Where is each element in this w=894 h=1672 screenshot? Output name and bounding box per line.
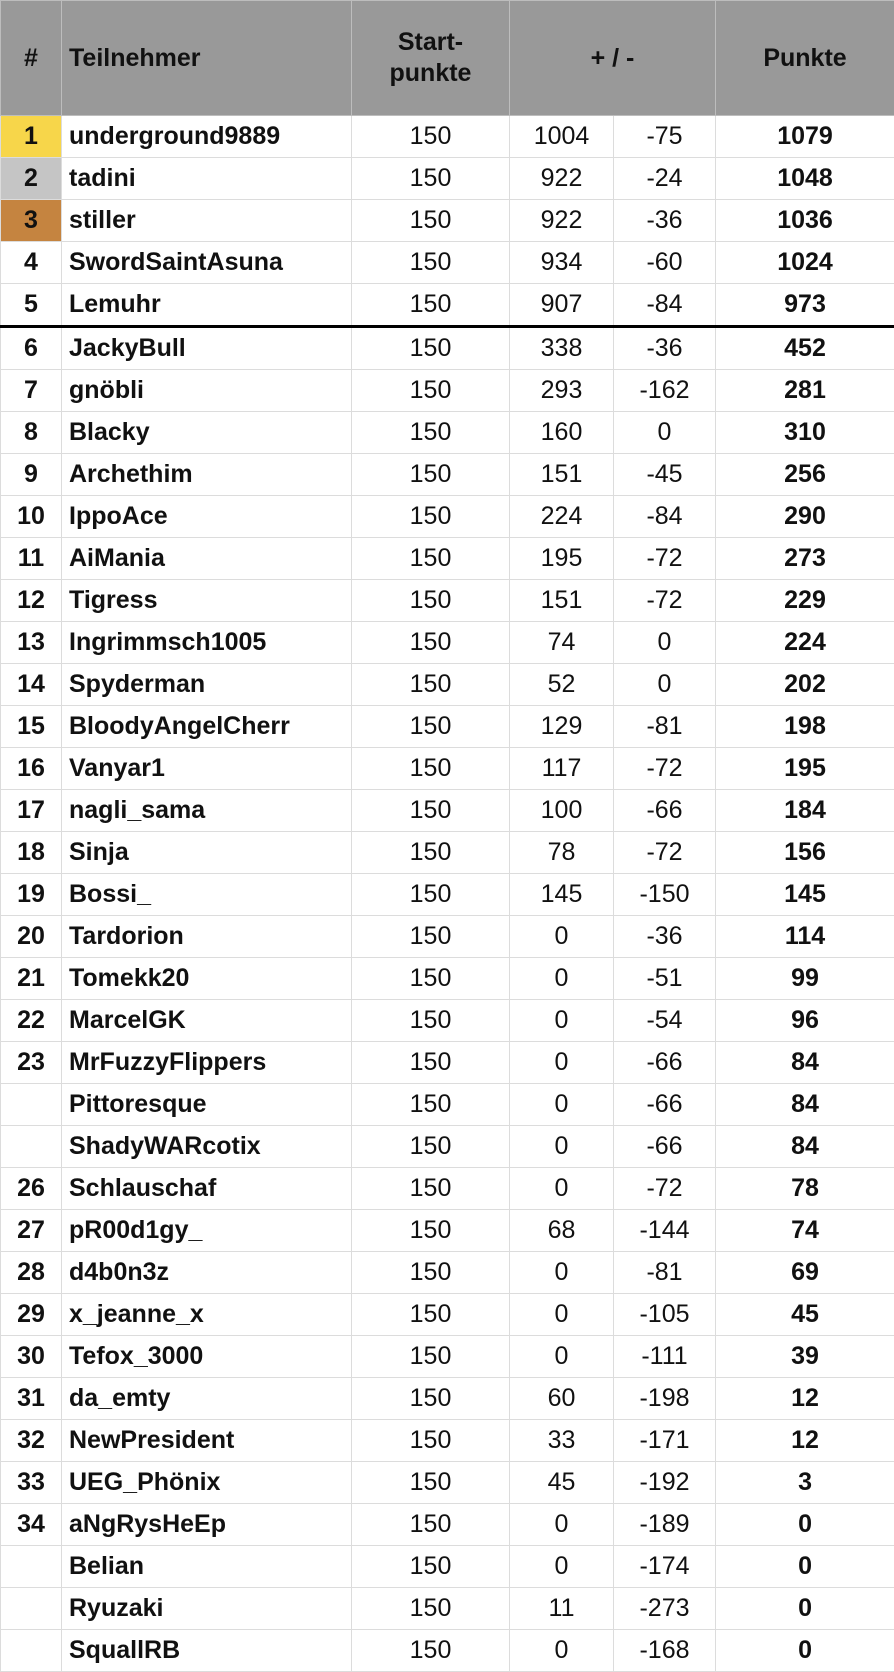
participant-name: Sinja bbox=[62, 832, 352, 874]
header-row bbox=[1, 1, 894, 116]
participant-name: tadini bbox=[62, 158, 352, 200]
minus-points: -72 bbox=[614, 580, 716, 622]
rank-cell: 18 bbox=[1, 832, 62, 874]
header-start-points bbox=[352, 1, 510, 116]
participant-name: Vanyar1 bbox=[62, 748, 352, 790]
rank-cell: 7 bbox=[1, 370, 62, 412]
minus-points: -81 bbox=[614, 706, 716, 748]
table-row bbox=[1, 874, 894, 916]
participant-name: Pittoresque bbox=[62, 1084, 352, 1126]
header-participant: Teilnehmer bbox=[62, 1, 352, 116]
table-row bbox=[1, 580, 894, 622]
participant-name: MrFuzzyFlippers bbox=[62, 1042, 352, 1084]
participant-name: nagli_sama bbox=[62, 790, 352, 832]
total-points: 229 bbox=[716, 580, 894, 622]
participant-name: Lemuhr bbox=[62, 284, 352, 327]
minus-points: -105 bbox=[614, 1294, 716, 1336]
header-start-line1: Start- bbox=[398, 28, 463, 56]
start-points: 150 bbox=[352, 1630, 510, 1672]
minus-points: 0 bbox=[614, 412, 716, 454]
rank-cell: 12 bbox=[1, 580, 62, 622]
participant-name: d4b0n3z bbox=[62, 1252, 352, 1294]
total-points: 78 bbox=[716, 1168, 894, 1210]
plus-points: 0 bbox=[510, 916, 614, 958]
total-points: 281 bbox=[716, 370, 894, 412]
table-row bbox=[1, 116, 894, 158]
minus-points: -45 bbox=[614, 454, 716, 496]
total-points: 1048 bbox=[716, 158, 894, 200]
table-row bbox=[1, 916, 894, 958]
plus-points: 0 bbox=[510, 1630, 614, 1672]
plus-points: 33 bbox=[510, 1420, 614, 1462]
participant-name: Spyderman bbox=[62, 664, 352, 706]
plus-points: 0 bbox=[510, 1126, 614, 1168]
table-row bbox=[1, 158, 894, 200]
participant-name: BloodyAngelCherr bbox=[62, 706, 352, 748]
total-points: 74 bbox=[716, 1210, 894, 1252]
start-points: 150 bbox=[352, 664, 510, 706]
plus-points: 11 bbox=[510, 1588, 614, 1630]
start-points: 150 bbox=[352, 116, 510, 158]
minus-points: -84 bbox=[614, 496, 716, 538]
table-row bbox=[1, 1210, 894, 1252]
rank-cell: 10 bbox=[1, 496, 62, 538]
total-points: 1024 bbox=[716, 242, 894, 284]
participant-name: Belian bbox=[62, 1546, 352, 1588]
rank-cell: 16 bbox=[1, 748, 62, 790]
plus-points: 52 bbox=[510, 664, 614, 706]
plus-points: 0 bbox=[510, 1042, 614, 1084]
rank-cell: 22 bbox=[1, 1000, 62, 1042]
minus-points: -75 bbox=[614, 116, 716, 158]
total-points: 39 bbox=[716, 1336, 894, 1378]
plus-points: 907 bbox=[510, 284, 614, 327]
participant-name: gnöbli bbox=[62, 370, 352, 412]
total-points: 96 bbox=[716, 1000, 894, 1042]
rank-cell: 21 bbox=[1, 958, 62, 1000]
start-points: 150 bbox=[352, 706, 510, 748]
total-points: 84 bbox=[716, 1042, 894, 1084]
participant-name: Ryuzaki bbox=[62, 1588, 352, 1630]
total-points: 290 bbox=[716, 496, 894, 538]
plus-points: 74 bbox=[510, 622, 614, 664]
minus-points: -144 bbox=[614, 1210, 716, 1252]
start-points: 150 bbox=[352, 1420, 510, 1462]
table-row bbox=[1, 1378, 894, 1420]
start-points: 150 bbox=[352, 622, 510, 664]
minus-points: -84 bbox=[614, 284, 716, 327]
participant-name: pR00d1gy_ bbox=[62, 1210, 352, 1252]
table-row bbox=[1, 1000, 894, 1042]
start-points: 150 bbox=[352, 1336, 510, 1378]
minus-points: -198 bbox=[614, 1378, 716, 1420]
total-points: 1079 bbox=[716, 116, 894, 158]
plus-points: 151 bbox=[510, 454, 614, 496]
total-points: 12 bbox=[716, 1378, 894, 1420]
plus-points: 922 bbox=[510, 200, 614, 242]
table-row bbox=[1, 1252, 894, 1294]
rank-cell: 31 bbox=[1, 1378, 62, 1420]
rank-cell: 34 bbox=[1, 1504, 62, 1546]
total-points: 202 bbox=[716, 664, 894, 706]
start-points: 150 bbox=[352, 916, 510, 958]
participant-name: Blacky bbox=[62, 412, 352, 454]
start-points: 150 bbox=[352, 1168, 510, 1210]
minus-points: -72 bbox=[614, 832, 716, 874]
table-row bbox=[1, 1462, 894, 1504]
plus-points: 0 bbox=[510, 1336, 614, 1378]
plus-points: 0 bbox=[510, 1546, 614, 1588]
minus-points: -66 bbox=[614, 1042, 716, 1084]
start-points: 150 bbox=[352, 1588, 510, 1630]
table-row bbox=[1, 790, 894, 832]
rank-cell: 2 bbox=[1, 158, 62, 200]
minus-points: -72 bbox=[614, 538, 716, 580]
minus-points: -54 bbox=[614, 1000, 716, 1042]
plus-points: 293 bbox=[510, 370, 614, 412]
participant-name: AiMania bbox=[62, 538, 352, 580]
participant-name: ShadyWARcotix bbox=[62, 1126, 352, 1168]
total-points: 195 bbox=[716, 748, 894, 790]
start-points: 150 bbox=[352, 1210, 510, 1252]
start-points: 150 bbox=[352, 1252, 510, 1294]
total-points: 145 bbox=[716, 874, 894, 916]
total-points: 156 bbox=[716, 832, 894, 874]
rank-cell: 19 bbox=[1, 874, 62, 916]
rank-cell: 13 bbox=[1, 622, 62, 664]
total-points: 69 bbox=[716, 1252, 894, 1294]
rank-cell: 6 bbox=[1, 327, 62, 370]
plus-points: 0 bbox=[510, 1504, 614, 1546]
header-points: Punkte bbox=[716, 1, 894, 116]
plus-points: 129 bbox=[510, 706, 614, 748]
total-points: 114 bbox=[716, 916, 894, 958]
minus-points: -66 bbox=[614, 1126, 716, 1168]
minus-points: 0 bbox=[614, 622, 716, 664]
table-row bbox=[1, 1084, 894, 1126]
table-row bbox=[1, 664, 894, 706]
rank-cell: 30 bbox=[1, 1336, 62, 1378]
header-start-line2: punkte bbox=[390, 59, 472, 87]
rank-cell: 26 bbox=[1, 1168, 62, 1210]
minus-points: -36 bbox=[614, 916, 716, 958]
rank-cell: 32 bbox=[1, 1420, 62, 1462]
start-points: 150 bbox=[352, 1042, 510, 1084]
minus-points: -72 bbox=[614, 1168, 716, 1210]
total-points: 184 bbox=[716, 790, 894, 832]
plus-points: 68 bbox=[510, 1210, 614, 1252]
plus-points: 0 bbox=[510, 1294, 614, 1336]
table-row bbox=[1, 1126, 894, 1168]
participant-name: MarcelGK bbox=[62, 1000, 352, 1042]
total-points: 310 bbox=[716, 412, 894, 454]
start-points: 150 bbox=[352, 580, 510, 622]
start-points: 150 bbox=[352, 412, 510, 454]
plus-points: 1004 bbox=[510, 116, 614, 158]
rank-cell: 3 bbox=[1, 200, 62, 242]
rank-cell: 4 bbox=[1, 242, 62, 284]
participant-name: Tefox_3000 bbox=[62, 1336, 352, 1378]
plus-points: 151 bbox=[510, 580, 614, 622]
start-points: 150 bbox=[352, 832, 510, 874]
rank-cell: 27 bbox=[1, 1210, 62, 1252]
start-points: 150 bbox=[352, 242, 510, 284]
rank-cell: 17 bbox=[1, 790, 62, 832]
start-points: 150 bbox=[352, 1294, 510, 1336]
table-row bbox=[1, 1168, 894, 1210]
plus-points: 0 bbox=[510, 1000, 614, 1042]
start-points: 150 bbox=[352, 874, 510, 916]
minus-points: -168 bbox=[614, 1630, 716, 1672]
table-row bbox=[1, 200, 894, 242]
start-points: 150 bbox=[352, 1504, 510, 1546]
minus-points: -150 bbox=[614, 874, 716, 916]
rank-cell bbox=[1, 1630, 62, 1672]
participant-name: Archethim bbox=[62, 454, 352, 496]
minus-points: 0 bbox=[614, 664, 716, 706]
minus-points: -24 bbox=[614, 158, 716, 200]
table-row bbox=[1, 1630, 894, 1672]
minus-points: -81 bbox=[614, 1252, 716, 1294]
total-points: 273 bbox=[716, 538, 894, 580]
start-points: 150 bbox=[352, 1084, 510, 1126]
participant-name: NewPresident bbox=[62, 1420, 352, 1462]
minus-points: -66 bbox=[614, 1084, 716, 1126]
plus-points: 0 bbox=[510, 1084, 614, 1126]
start-points: 150 bbox=[352, 1378, 510, 1420]
plus-points: 934 bbox=[510, 242, 614, 284]
minus-points: -36 bbox=[614, 327, 716, 370]
plus-points: 160 bbox=[510, 412, 614, 454]
start-points: 150 bbox=[352, 1546, 510, 1588]
participant-name: Schlauschaf bbox=[62, 1168, 352, 1210]
minus-points: -111 bbox=[614, 1336, 716, 1378]
start-points: 150 bbox=[352, 370, 510, 412]
participant-name: Tomekk20 bbox=[62, 958, 352, 1000]
rank-cell: 28 bbox=[1, 1252, 62, 1294]
table-row bbox=[1, 370, 894, 412]
table-row bbox=[1, 1294, 894, 1336]
total-points: 256 bbox=[716, 454, 894, 496]
plus-points: 100 bbox=[510, 790, 614, 832]
start-points: 150 bbox=[352, 284, 510, 327]
participant-name: IppoAce bbox=[62, 496, 352, 538]
minus-points: -171 bbox=[614, 1420, 716, 1462]
rank-cell: 5 bbox=[1, 284, 62, 327]
start-points: 150 bbox=[352, 1462, 510, 1504]
table-row bbox=[1, 958, 894, 1000]
participant-name: JackyBull bbox=[62, 327, 352, 370]
start-points: 150 bbox=[352, 496, 510, 538]
total-points: 3 bbox=[716, 1462, 894, 1504]
rank-cell: 20 bbox=[1, 916, 62, 958]
plus-points: 145 bbox=[510, 874, 614, 916]
rank-cell bbox=[1, 1588, 62, 1630]
table-row bbox=[1, 538, 894, 580]
start-points: 150 bbox=[352, 327, 510, 370]
rank-cell bbox=[1, 1126, 62, 1168]
participant-name: stiller bbox=[62, 200, 352, 242]
plus-points: 45 bbox=[510, 1462, 614, 1504]
plus-points: 195 bbox=[510, 538, 614, 580]
start-points: 150 bbox=[352, 1000, 510, 1042]
minus-points: -192 bbox=[614, 1462, 716, 1504]
rank-cell bbox=[1, 1546, 62, 1588]
total-points: 84 bbox=[716, 1084, 894, 1126]
table-row bbox=[1, 242, 894, 284]
table-row bbox=[1, 1504, 894, 1546]
table-row bbox=[1, 706, 894, 748]
total-points: 12 bbox=[716, 1420, 894, 1462]
start-points: 150 bbox=[352, 200, 510, 242]
plus-points: 224 bbox=[510, 496, 614, 538]
table-row bbox=[1, 748, 894, 790]
start-points: 150 bbox=[352, 790, 510, 832]
rank-cell: 33 bbox=[1, 1462, 62, 1504]
plus-points: 338 bbox=[510, 327, 614, 370]
plus-points: 78 bbox=[510, 832, 614, 874]
minus-points: -36 bbox=[614, 200, 716, 242]
participant-name: Ingrimmsch1005 bbox=[62, 622, 352, 664]
minus-points: -66 bbox=[614, 790, 716, 832]
minus-points: -51 bbox=[614, 958, 716, 1000]
total-points: 0 bbox=[716, 1630, 894, 1672]
table-row bbox=[1, 284, 894, 327]
table-row bbox=[1, 496, 894, 538]
start-points: 150 bbox=[352, 1126, 510, 1168]
rank-cell: 29 bbox=[1, 1294, 62, 1336]
plus-points: 0 bbox=[510, 1168, 614, 1210]
table-row bbox=[1, 832, 894, 874]
minus-points: -72 bbox=[614, 748, 716, 790]
participant-name: UEG_Phönix bbox=[62, 1462, 352, 1504]
total-points: 973 bbox=[716, 284, 894, 327]
rank-cell: 1 bbox=[1, 116, 62, 158]
start-points: 150 bbox=[352, 958, 510, 1000]
rank-cell: 14 bbox=[1, 664, 62, 706]
minus-points: -162 bbox=[614, 370, 716, 412]
table-row bbox=[1, 622, 894, 664]
total-points: 452 bbox=[716, 327, 894, 370]
table-row bbox=[1, 1588, 894, 1630]
start-points: 150 bbox=[352, 454, 510, 496]
header-rank: # bbox=[1, 1, 62, 116]
participant-name: aNgRysHeEp bbox=[62, 1504, 352, 1546]
table-row bbox=[1, 1336, 894, 1378]
rank-cell: 11 bbox=[1, 538, 62, 580]
total-points: 1036 bbox=[716, 200, 894, 242]
participant-name: SwordSaintAsuna bbox=[62, 242, 352, 284]
total-points: 198 bbox=[716, 706, 894, 748]
minus-points: -189 bbox=[614, 1504, 716, 1546]
total-points: 0 bbox=[716, 1504, 894, 1546]
participant-name: Bossi_ bbox=[62, 874, 352, 916]
table-row bbox=[1, 1042, 894, 1084]
total-points: 99 bbox=[716, 958, 894, 1000]
plus-points: 0 bbox=[510, 958, 614, 1000]
plus-points: 922 bbox=[510, 158, 614, 200]
participant-name: underground9889 bbox=[62, 116, 352, 158]
table-row bbox=[1, 412, 894, 454]
total-points: 84 bbox=[716, 1126, 894, 1168]
table-row bbox=[1, 454, 894, 496]
minus-points: -174 bbox=[614, 1546, 716, 1588]
start-points: 150 bbox=[352, 748, 510, 790]
rank-cell: 9 bbox=[1, 454, 62, 496]
plus-points: 0 bbox=[510, 1252, 614, 1294]
start-points: 150 bbox=[352, 538, 510, 580]
rank-cell: 8 bbox=[1, 412, 62, 454]
header-plus-minus: + / - bbox=[510, 1, 716, 116]
table-row bbox=[1, 327, 894, 370]
participant-name: Tardorion bbox=[62, 916, 352, 958]
participant-name: SquallRB bbox=[62, 1630, 352, 1672]
rank-cell: 15 bbox=[1, 706, 62, 748]
minus-points: -60 bbox=[614, 242, 716, 284]
participant-name: x_jeanne_x bbox=[62, 1294, 352, 1336]
total-points: 224 bbox=[716, 622, 894, 664]
participant-name: da_emty bbox=[62, 1378, 352, 1420]
total-points: 0 bbox=[716, 1546, 894, 1588]
total-points: 45 bbox=[716, 1294, 894, 1336]
rank-cell: 23 bbox=[1, 1042, 62, 1084]
rank-cell bbox=[1, 1084, 62, 1126]
total-points: 0 bbox=[716, 1588, 894, 1630]
plus-points: 117 bbox=[510, 748, 614, 790]
plus-points: 60 bbox=[510, 1378, 614, 1420]
participant-name: Tigress bbox=[62, 580, 352, 622]
table-row bbox=[1, 1420, 894, 1462]
start-points: 150 bbox=[352, 158, 510, 200]
table-row bbox=[1, 1546, 894, 1588]
minus-points: -273 bbox=[614, 1588, 716, 1630]
